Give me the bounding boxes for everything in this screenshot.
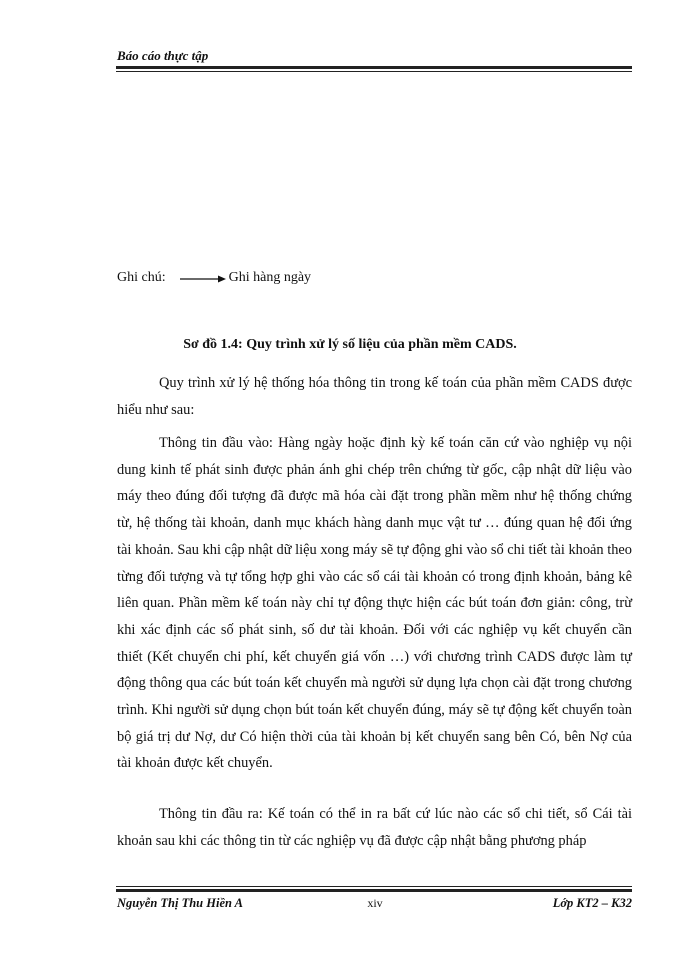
footer-author: Nguyễn Thị Thu Hiền A <box>117 896 243 910</box>
note-legend-text: Ghi hàng ngày <box>228 270 312 285</box>
paragraph-intro: Quy trình xử lý hệ thống hóa thông tin trong kế toán của phần mềm CADS được hiểu như sau: <box>117 375 632 418</box>
diagram-caption: Sơ đồ 1.4: Quy trình xử lý số liệu của phần mềm CADS. <box>183 337 517 352</box>
right-arrow-icon <box>180 273 226 283</box>
footer-class: Lớp KT2 – K32 <box>552 896 632 910</box>
paragraph-output-info: Thông tin đầu ra: Kế toán có thể in ra bất cứ lúc nào các sổ chi tiết, sổ Cái tài khoản sau khi các thông tin từ các nghiệp vụ đã được cập nhật bằng phương pháp <box>117 806 632 849</box>
header-rule <box>116 66 632 72</box>
footer-rule <box>116 886 632 892</box>
note-label: Ghi chú: <box>117 270 166 285</box>
diagram-note <box>117 270 311 286</box>
header-title: Báo cáo thực tập <box>117 48 209 63</box>
page-number: xiv <box>367 896 383 910</box>
paragraph-input-info: Thông tin đầu vào: Hàng ngày hoặc định kỳ kế toán căn cứ vào nghiệp vụ nội dung kinh tế phát sinh được phản ánh ghi chép trên chứng từ gốc, cập nhật dữ liệu vào máy theo đúng đối tượng đã được mã hóa cài đặt trong phần mềm như hệ thống chứng từ, hệ thống tài khoản, danh mục khách hàng danh mục vật tư … đúng quan hệ đối ứng tài khoản. Sau khi cập nhật dữ liệu xong máy sẽ tự động ghi vào sổ chi tiết tài khoản theo từng đối tượng và tự tổng hợp ghi vào các sổ cái tài khoản có trong định khoản, bảng kê liên quan. Phần mềm kế toán này chỉ tự động thực hiện các bút toán đơn giản: công, trừ khi xác định các số phát sinh, số dư tài khoản. Đối với các nghiệp vụ kết chuyển cần thiết (Kết chuyển chi phí, kết chuyển giá vốn …) với chương trình CADS được làm tự động thông qua các bút toán kết chuyển mà người sử dụng lựa chọn cài đặt trong chương trình. Khi người sử dụng chọn bút toán kết chuyển đúng, máy sẽ tự động kết chuyển toàn bộ giá trị dư Nợ, dư Có hiện thời của tài khoản bị kết chuyển sang bên Có, bên Nợ của tài khoản được kết chuyển. <box>117 435 632 772</box>
